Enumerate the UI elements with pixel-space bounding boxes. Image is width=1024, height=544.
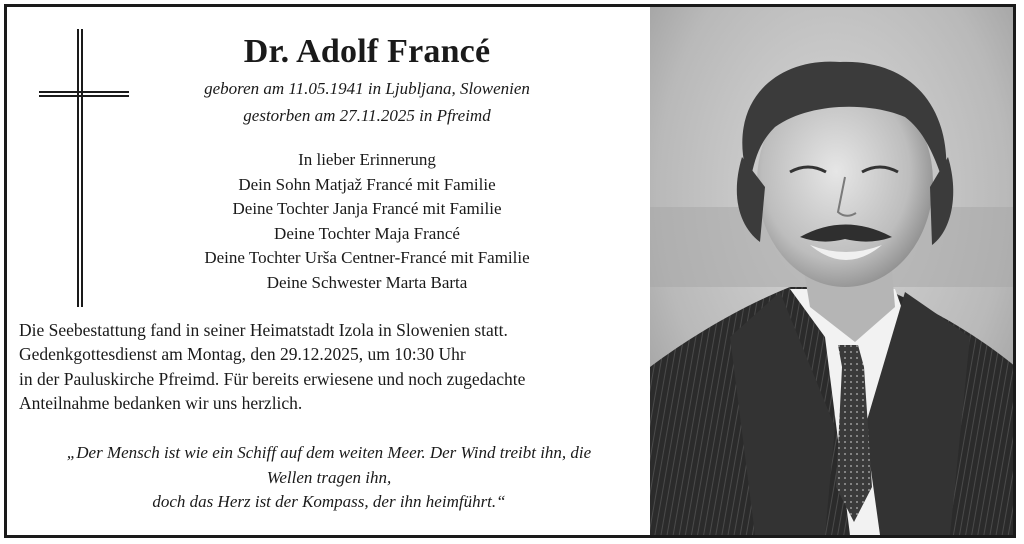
announcement-line: Die Seebestattung fand in seiner Heimatstadt Izola in Slowenien statt.	[19, 320, 508, 340]
mourner-line: Dein Sohn Matjaž Francé mit Familie	[238, 174, 496, 194]
announcement-line: Gedenkgottesdienst am Montag, den 29.12.2025, um 10:30 Uhr	[19, 344, 466, 365]
quote-line: doch das Herz ist der Kompass, der ihn heimführt.“	[152, 492, 506, 511]
mourner-line: Deine Tochter Janja Francé mit Familie	[232, 199, 502, 219]
mourner-line: Deine Tochter Maja Francé	[274, 223, 460, 243]
quote-line: Wellen tragen ihn,	[266, 467, 392, 487]
death-line: gestorben am 27.11.2025 in Pfreimd	[243, 106, 491, 125]
birth-line: geboren am 11.05.1941 in Ljubljana, Slowenien	[204, 79, 530, 98]
mourner-line: Deine Schwester Marta Barta	[266, 272, 468, 292]
quote-line: „Der Mensch ist wie ein Schiff auf dem weiten Meer. Der Wind treibt ihn, die	[66, 443, 592, 462]
announcement-line: in der Pauluskirche Pfreimd. Für bereits erwiesene und noch zugedachte	[19, 368, 526, 389]
mourner-line: In lieber Erinnerung	[298, 150, 436, 169]
deceased-name: Dr. Adolf Francé	[243, 33, 491, 70]
mourner-line: Deine Tochter Urša Centner-Francé mit Familie	[204, 248, 530, 268]
notice-border	[4, 4, 1016, 538]
announcement-line: Anteilnahme bedanken wir uns herzlich.	[19, 393, 303, 414]
